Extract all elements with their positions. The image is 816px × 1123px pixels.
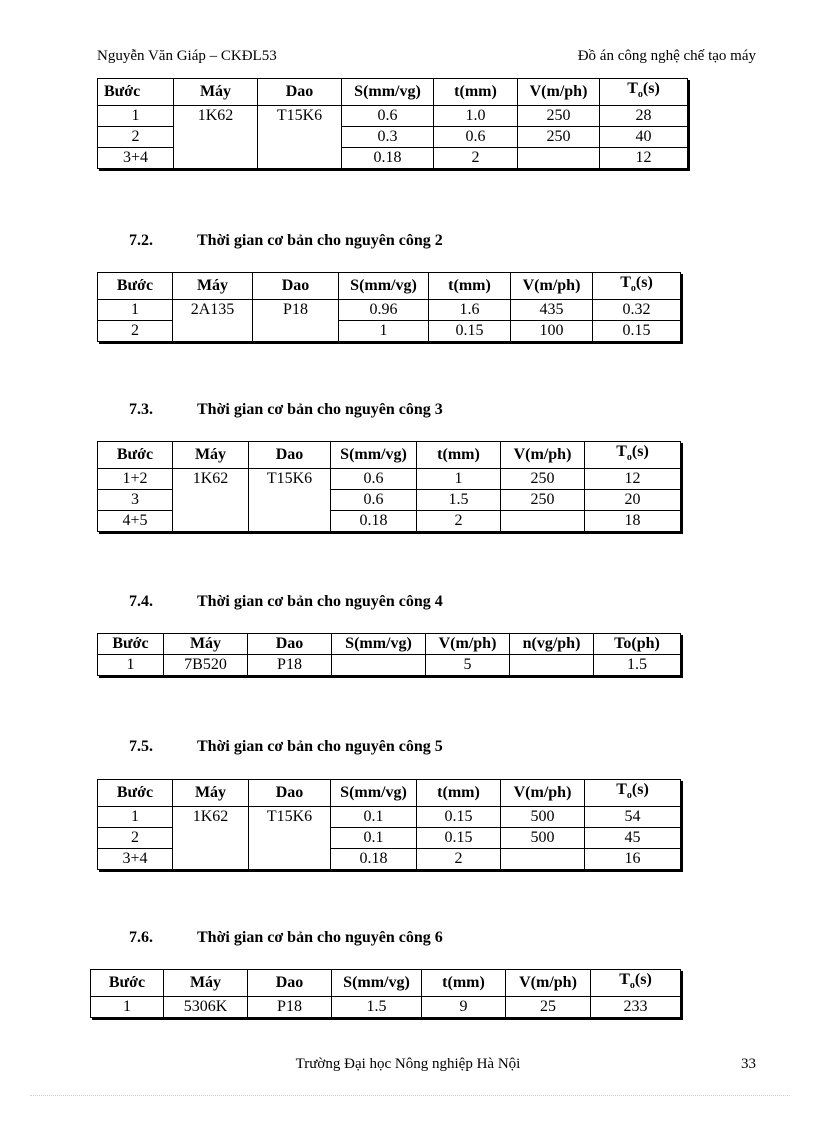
table-nguyen-cong-4: [97, 633, 681, 676]
table-header-row: [98, 79, 688, 106]
footer-school: Trường Đại học Nông nghiệp Hà Nội: [295, 1056, 521, 1072]
table-header-row: Bước Máy Dao S(mm/vg) t(mm) V(m/ph) $T_o(s)$: [91, 970, 681, 997]
header-author: Nguyễn Văn Giáp – CKĐL53: [97, 48, 277, 64]
col-t: t(mm): [434, 79, 518, 106]
table-nguyen-cong-5: [97, 779, 681, 870]
col-buoc: Bước: [98, 79, 174, 106]
section-7-3-title: 7.3. Thời gian cơ bản cho nguyên công 3: [129, 401, 443, 418]
header-project: Đồ án công nghệ chế tạo máy: [577, 48, 756, 64]
col-v: V(m/ph): [518, 79, 600, 106]
col-dao: Dao: [258, 79, 342, 106]
table-row: 1 1K62 T15K6 0.6 1.0 250 28: [98, 106, 688, 127]
table-row: 3 0.6 1.5 250 20: [98, 490, 681, 511]
machine-cell: 1K62: [174, 106, 258, 169]
section-7-4-title: 7.4. Thời gian cơ bản cho nguyên công 4: [129, 593, 443, 610]
page-divider: [30, 1095, 790, 1096]
table-row: 1 7B520 P18 5 1.5: [98, 655, 681, 676]
table-row: 2 0.3 0.6 250 40: [98, 127, 688, 148]
tool-cell: T15K6: [258, 106, 342, 169]
table-nguyen-cong-6: [90, 969, 681, 1018]
table-row: 1+2 1K62 T15K6 0.6 1 250 12: [98, 469, 681, 490]
table-row: 3+4 0.18 2 12: [98, 148, 688, 169]
section-7-2-title: 7.2. Thời gian cơ bản cho nguyên công 2: [129, 232, 443, 249]
table-row: 3+4 0.18 2 16: [98, 849, 681, 870]
table-row: 1 5306K P18 1.5 9 25 233: [91, 997, 681, 1018]
table-header-row: Bước Máy Dao S(mm/vg) t(mm) V(m/ph) $T_o(s)$: [98, 273, 681, 300]
table-row: 1 2A135 P18 0.96 1.6 435 0.32: [98, 300, 681, 321]
col-s: S(mm/vg): [342, 79, 434, 106]
section-7-5-title: 7.5. Thời gian cơ bản cho nguyên công 5: [129, 738, 443, 755]
table-nguyen-cong-3: [97, 441, 681, 532]
table-nguyen-cong-2: [97, 272, 681, 342]
col-may: Máy: [174, 79, 258, 106]
table-header-row: Bước Máy Dao S(mm/vg) t(mm) V(m/ph) $T_o(s)$: [98, 442, 681, 469]
table-row: 1 1K62 T15K6 0.1 0.15 500 54: [98, 807, 681, 828]
col-to: $T_o(s)$: [600, 79, 688, 106]
table-header-row: Bước Máy Dao S(mm/vg) V(m/ph) n(vg/ph) To(ph): [98, 634, 681, 655]
table-row: 4+5 0.18 2 18: [98, 511, 681, 532]
table-nguyen-cong-1: [97, 78, 688, 169]
table-row: 2 0.1 0.15 500 45: [98, 828, 681, 849]
table-row: 2 1 0.15 100 0.15: [98, 321, 681, 342]
table-header-row: Bước Máy Dao S(mm/vg) t(mm) V(m/ph) $T_o(s)$: [98, 780, 681, 807]
page-number: 33: [741, 1056, 756, 1072]
section-7-6-title: 7.6. Thời gian cơ bản cho nguyên công 6: [129, 929, 443, 946]
